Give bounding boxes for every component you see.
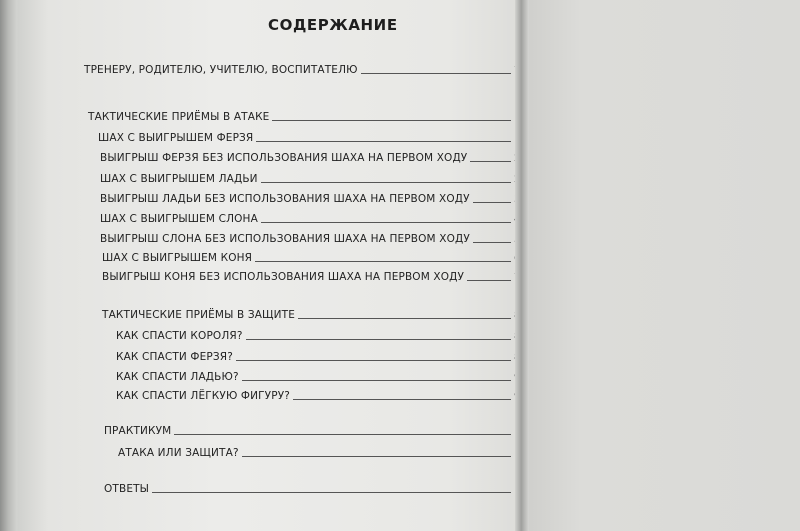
dot-leader [242, 380, 511, 381]
toc-entry [100, 152, 524, 164]
toc-entry-text: ОТВЕТЫ [104, 483, 150, 495]
toc-entry-text: ШАХ С ВЫИГРЫШЕМ КОНЯ [102, 252, 253, 264]
dot-leader [236, 360, 511, 361]
toc-entry-text: ТРЕНЕРУ, РОДИТЕЛЮ, УЧИТЕЛЮ, ВОСПИТАТЕЛЮ [84, 64, 358, 76]
dot-leader [473, 202, 511, 203]
toc-entry-text: КАК СПАСТИ ФЕРЗЯ? [116, 351, 233, 363]
toc-entry-text: КАК СПАСТИ ЛЁГКУЮ ФИГУРУ? [116, 390, 290, 402]
toc-entry [100, 213, 524, 225]
toc-entry-text: ШАХ С ВЫИГРЫШЕМ СЛОНА [100, 213, 258, 225]
toc-entry-text: КАК СПАСТИ КОРОЛЯ? [116, 330, 243, 342]
toc-entry [100, 233, 524, 245]
toc-entry [116, 330, 524, 342]
dot-leader [272, 120, 511, 121]
dot-leader [242, 456, 511, 457]
dot-leader [152, 492, 511, 493]
dot-leader [246, 339, 511, 340]
toc-entry-text: ШАХ С ВЫИГРЫШЕМ ФЕРЗЯ [98, 132, 254, 144]
dot-leader [473, 242, 511, 243]
toc-section-attack [88, 111, 524, 123]
toc-section-practicum [104, 425, 524, 437]
page-title: СОДЕРЖАНИЕ [268, 16, 398, 34]
dot-leader [298, 318, 511, 319]
toc-entry-text: ТАКТИЧЕСКИЕ ПРИЁМЫ В ЗАЩИТЕ [102, 309, 296, 321]
toc-section-defense [102, 309, 524, 321]
toc-entry-text: ШАХ С ВЫИГРЫШЕМ ЛАДЬИ [100, 173, 258, 185]
toc-entry [102, 252, 524, 264]
toc-entry [116, 371, 524, 383]
toc-entry [98, 132, 524, 144]
toc-entry [116, 351, 524, 363]
toc-entry-text: ПРАКТИКУМ [104, 425, 172, 437]
toc-entry [118, 447, 524, 459]
dot-leader [293, 399, 511, 400]
toc-entry-text: ВЫИГРЫШ КОНЯ БЕЗ ИСПОЛЬЗОВАНИЯ ШАХА НА ПЕРВОМ ХОДУ [102, 271, 465, 283]
dot-leader [256, 141, 511, 142]
toc-entry-coach [84, 64, 524, 76]
toc-entry-text: ВЫИГРЫШ ФЕРЗЯ БЕЗ ИСПОЛЬЗОВАНИЯ ШАХА НА ПЕРВОМ ХОДУ [100, 152, 468, 164]
toc-section-answers [104, 483, 524, 495]
dot-leader [261, 222, 511, 223]
dot-leader [470, 161, 511, 162]
toc-entry [100, 173, 524, 185]
toc-entry-text: ВЫИГРЫШ ЛАДЬИ БЕЗ ИСПОЛЬЗОВАНИЯ ШАХА НА ПЕРВОМ ХОДУ [100, 193, 470, 205]
toc-entry [116, 390, 524, 402]
right-page [527, 0, 800, 531]
dot-leader [174, 434, 511, 435]
dot-leader [261, 182, 511, 183]
dot-leader [255, 261, 511, 262]
toc-entry-text: КАК СПАСТИ ЛАДЬЮ? [116, 371, 239, 383]
toc-entry [100, 193, 524, 205]
dot-leader [361, 73, 511, 74]
toc-entry-text: ВЫИГРЫШ СЛОНА БЕЗ ИСПОЛЬЗОВАНИЯ ШАХА НА ПЕРВОМ ХОДУ [100, 233, 470, 245]
toc-entry [102, 271, 524, 283]
contents-page [18, 0, 524, 531]
toc-entry-text: ТАКТИЧЕСКИЕ ПРИЁМЫ В АТАКЕ [88, 111, 270, 123]
dot-leader [467, 280, 511, 281]
toc-entry-text: АТАКА ИЛИ ЗАЩИТА? [118, 447, 239, 459]
book-gutter [515, 0, 529, 531]
